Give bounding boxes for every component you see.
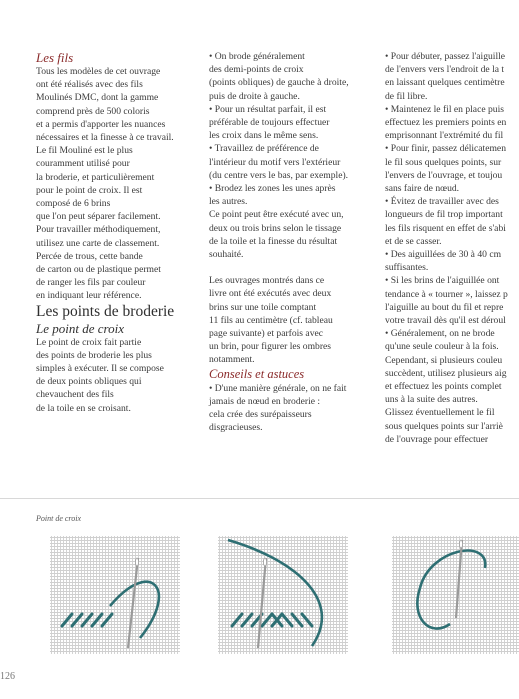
paragraph-ouvrages bbox=[209, 274, 379, 366]
text-line: deux ou trois brins selon le tissage bbox=[209, 222, 342, 234]
text-line: • Pour débuter, passez l'aiguille bbox=[385, 51, 506, 62]
text-line: nécessaires et la finesse à ce travail. bbox=[36, 132, 174, 144]
text-line: • Travaillez de préférence de bbox=[209, 143, 319, 155]
text-line: composé de 6 brins bbox=[36, 198, 111, 210]
text-line: comprend près de 500 coloris bbox=[36, 105, 150, 117]
text-line: couramment utilisé pour bbox=[36, 158, 130, 170]
text-line: Les ouvrages montrés dans ce bbox=[209, 275, 325, 287]
text-line: suffisantes. bbox=[385, 262, 429, 274]
text-line: livre ont été exécutés avec deux bbox=[209, 288, 332, 300]
text-line: qu'une seule couleur à la fois. bbox=[385, 341, 499, 353]
spacer bbox=[209, 261, 379, 274]
text-line: tendance à « tourner », laissez p bbox=[385, 288, 508, 300]
text-line: simples à exécuter. Il se compose bbox=[36, 363, 164, 375]
paragraph-les-fils bbox=[36, 65, 206, 303]
text-line: Pour travailler méthodiquement, bbox=[36, 224, 161, 236]
text-line: et effectuez les points complet bbox=[385, 381, 502, 393]
text-line: (points obliques) de gauche à droite, bbox=[209, 77, 349, 89]
text-line: ont été réalisés avec des fils bbox=[36, 79, 143, 91]
text-line: en indiquant leur référence. bbox=[36, 290, 142, 302]
text-line: • Généralement, on ne brode bbox=[385, 328, 495, 340]
text-line: les croix dans le même sens. bbox=[209, 130, 319, 142]
text-line: (du centre vers le bas, par exemple). bbox=[209, 169, 349, 181]
column-1 bbox=[36, 50, 206, 415]
text-line: Le point de croix fait partie bbox=[36, 336, 142, 348]
text-line: Tous les modèles de cet ouvrage bbox=[36, 66, 161, 77]
text-line: jamais de nœud en broderie : bbox=[209, 395, 321, 407]
text-line: de la toile et la finesse du résultat bbox=[209, 235, 338, 247]
text-line: de deux points obliques qui bbox=[36, 376, 142, 388]
text-line: des demi-points de croix bbox=[209, 64, 304, 76]
text-line: de la toile en se croisant. bbox=[36, 402, 131, 414]
text-line: chevauchent des fils bbox=[36, 389, 114, 401]
text-line: • Des aiguillées de 30 à 40 cm bbox=[385, 249, 502, 261]
text-line: • Pour finir, passez délicatemen bbox=[385, 143, 506, 155]
text-line: souhaité. bbox=[209, 249, 244, 261]
text-line: sous quelques points sur l'arriè bbox=[385, 420, 503, 432]
text-line: un brin, pour figurer les ombres bbox=[209, 341, 332, 353]
text-line: que l'on peut séparer facilement. bbox=[36, 211, 161, 223]
text-line: Le fil Mouliné est le plus bbox=[36, 145, 133, 157]
text-line: l'aiguille au bout du fil et repre bbox=[385, 301, 504, 313]
text-line: • Pour un résultat parfait, il est bbox=[209, 103, 327, 115]
text-line: uns à la suite des autres. bbox=[385, 394, 478, 406]
column-3 bbox=[385, 50, 519, 446]
text-line: • Brodez les zones les unes après bbox=[209, 183, 336, 195]
bullets-conseils bbox=[385, 50, 519, 446]
text-line: votre travail dès qu'il est déroul bbox=[385, 315, 506, 327]
text-line: de l'ouvrage pour effectuer bbox=[385, 433, 489, 445]
return-cross-stitch-diagram bbox=[218, 536, 348, 654]
text-line: en laissant quelques centimètre bbox=[385, 77, 505, 89]
text-line: préférable de toujours effectuer bbox=[209, 117, 330, 129]
figure-caption: Point de croix bbox=[36, 514, 82, 523]
text-line: page suivante) et parfois avec bbox=[209, 328, 324, 340]
divider-line bbox=[0, 498, 519, 499]
text-line: disgracieuses. bbox=[209, 422, 263, 434]
text-line: brins sur une toile comptant bbox=[209, 301, 317, 313]
text-line: et a permis d'apporter les nuances bbox=[36, 118, 166, 130]
text-line: • Évitez de travailler avec des bbox=[385, 196, 499, 208]
paragraph-point-de-croix bbox=[36, 336, 206, 415]
text-line: de carton ou de plastique permet bbox=[36, 264, 161, 276]
column-2 bbox=[209, 50, 379, 434]
text-line: succèdent, utilisez plusieurs aig bbox=[385, 367, 507, 379]
text-line: Cependant, si plusieurs couleu bbox=[385, 354, 503, 366]
bullets-technique bbox=[209, 50, 379, 261]
text-line: les autres. bbox=[209, 196, 248, 208]
text-line: l'envers de l'ouvrage, et toujou bbox=[385, 169, 503, 181]
text-line: • D'une manière générale, on ne fait bbox=[209, 382, 347, 394]
text-line: de ranger les fils par couleur bbox=[36, 277, 146, 289]
text-line: cela crée des surépaisseurs bbox=[209, 409, 312, 421]
text-line: de fil libre. bbox=[385, 90, 428, 102]
text-line: des points de broderie les plus bbox=[36, 349, 152, 361]
text-line: pour le point de croix. Il est bbox=[36, 184, 143, 196]
text-line: sans faire de nœud. bbox=[385, 183, 460, 195]
tips-bullets bbox=[209, 382, 379, 435]
text-line: puis de droite à gauche. bbox=[209, 90, 300, 102]
text-line: • Maintenez le fil en place puis bbox=[385, 103, 504, 115]
text-line: de l'envers vers l'endroit de la t bbox=[385, 64, 505, 76]
text-line: • Si les brins de l'aiguillée ont bbox=[385, 275, 500, 287]
text-line: les fils risquent en effet de s'abi bbox=[385, 222, 506, 234]
text-line: • On brode généralement bbox=[209, 51, 305, 62]
text-line: la broderie, et particulièrement bbox=[36, 171, 155, 183]
text-line: l'intérieur du motif vers l'extérieur bbox=[209, 156, 341, 168]
heading-les-fils: Les fils bbox=[36, 50, 74, 65]
text-line: longueurs de fil trop important bbox=[385, 209, 503, 221]
text-line: Percée de trous, cette bande bbox=[36, 250, 143, 262]
text-line: Moulinés DMC, dont la gamme bbox=[36, 92, 159, 104]
text-line: le fil sous quelques points, sur bbox=[385, 156, 502, 168]
figure-illustrations bbox=[0, 528, 519, 668]
text-line: utilisez une carte de classement. bbox=[36, 237, 160, 249]
tips-title: Conseils et astuces bbox=[209, 366, 305, 381]
text-line: emprisonnant l'extrémité du fil bbox=[385, 130, 504, 142]
text-line: notamment. bbox=[209, 354, 255, 366]
subsection-title: Le point de croix bbox=[36, 320, 124, 336]
text-line: effectuez les premiers points en bbox=[385, 117, 507, 129]
half-cross-stitch-diagram bbox=[50, 536, 180, 654]
text-line: Glissez éventuellement le fil bbox=[385, 407, 495, 419]
page-number: 126 bbox=[0, 671, 15, 682]
text-line: et de se casser. bbox=[385, 235, 442, 247]
text-line: Ce point peut être exécuté avec un, bbox=[209, 209, 344, 221]
section-title: Les points de broderie bbox=[36, 302, 175, 320]
needle-loop-diagram bbox=[392, 536, 519, 654]
text-line: 11 fils au centimètre (cf. tableau bbox=[209, 314, 333, 326]
